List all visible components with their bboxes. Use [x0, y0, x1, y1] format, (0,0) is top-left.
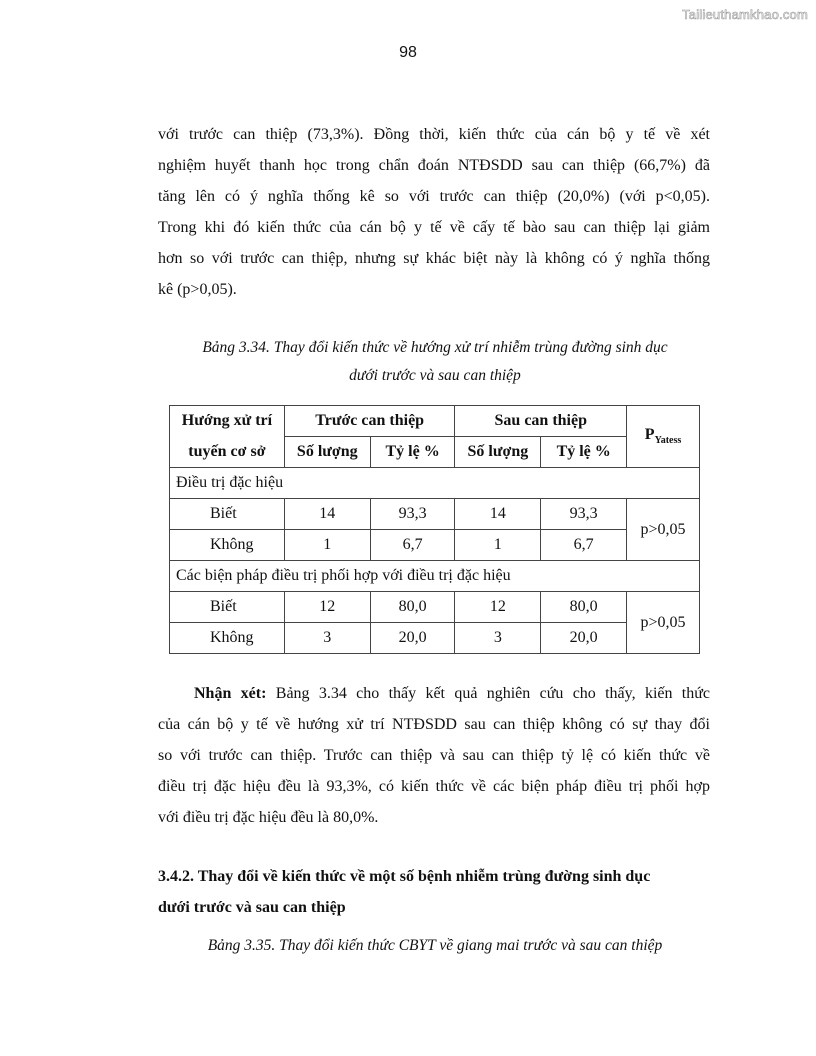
- row-label: Không: [170, 530, 285, 561]
- section-heading-line-1: 3.4.2. Thay đổi về kiến thức về một số bệnh nhiễm trùng đường sinh dục: [158, 868, 651, 885]
- before-pct: 20,0: [370, 623, 455, 654]
- section-combined-treatment: Các biện pháp điều trị phối hợp với điều trị đặc hiệu: [170, 561, 700, 592]
- knowledge-table: [169, 405, 700, 654]
- section-specific-treatment: Điều trị đặc hiệu: [170, 468, 700, 499]
- header-treatment-line-2: tuyến cơ sở: [170, 437, 285, 468]
- after-count: 1: [455, 530, 541, 561]
- header-after-pct: Tỷ lệ %: [541, 437, 627, 468]
- header-before-intervention: Trước can thiệp: [284, 406, 455, 437]
- next-table-caption-line: Bảng 3.35. Thay đổi kiến thức CBYT về giang mai trước và sau can thiệp: [207, 937, 663, 954]
- remark-first-line: [158, 678, 710, 709]
- after-pct: 80,0: [541, 592, 627, 623]
- paragraph-line: nghiệm huyết thanh học trong chẩn đoán NTĐSDD sau can thiệp (66,7%) đã: [158, 157, 710, 174]
- remark-paragraph: [158, 678, 710, 833]
- paragraph-line: với trước can thiệp (73,3%). Đồng thời, kiến thức của cán bộ y tế về xét: [158, 126, 710, 143]
- header-before-count: Số lượng: [284, 437, 370, 468]
- remark-line: điều trị đặc hiệu đều là 93,3%, có kiến thức về các biện pháp điều trị phối hợp: [158, 778, 710, 795]
- before-count: 3: [284, 623, 370, 654]
- table-row: [170, 499, 700, 530]
- header-treatment-line-1: Hướng xử trí: [170, 406, 285, 437]
- table-caption-line-2: dưới trước và sau can thiệp: [349, 367, 521, 384]
- before-pct: 80,0: [370, 592, 455, 623]
- header-p-yates: [627, 406, 700, 468]
- remark-line: so với trước can thiệp. Trước can thiệp và sau can thiệp tỷ lệ có kiến thức về: [158, 747, 710, 764]
- table-caption-line-1: Bảng 3.34. Thay đổi kiến thức về hướng xử trí nhiễm trùng đường sinh dục: [202, 339, 668, 356]
- before-count: 14: [284, 499, 370, 530]
- after-pct: 93,3: [541, 499, 627, 530]
- remark-line: với điều trị đặc hiệu đều là 80,0%.: [158, 809, 379, 826]
- page-number: 98: [399, 44, 417, 61]
- watermark: Tailieuthamkhao.com: [682, 7, 808, 22]
- paragraph-line: tăng lên có ý nghĩa thống kê so với trước can thiệp (20,0%) (với p<0,05).: [158, 188, 710, 205]
- p-label: P: [644, 426, 655, 444]
- before-pct: 6,7: [370, 530, 455, 561]
- table-section-row: [170, 468, 700, 499]
- p-value: p>0,05: [627, 592, 700, 654]
- remark-line: của cán bộ y tế về hướng xử trí NTĐSDD sau can thiệp không có sự thay đổi: [158, 716, 710, 733]
- table-row: [170, 530, 700, 561]
- table-section-row: [170, 561, 700, 592]
- before-count: 1: [284, 530, 370, 561]
- paragraph-line: hơn so với trước can thiệp, nhưng sự khác biệt này là không có ý nghĩa thống: [158, 250, 710, 267]
- after-count: 14: [455, 499, 541, 530]
- table-row: [170, 623, 700, 654]
- remark-first-text: Bảng 3.34 cho thấy kết quả nghiên cứu cho thấy, kiến thức: [275, 685, 711, 702]
- p-label-sub: Yatess: [654, 435, 682, 447]
- header-after-intervention: Sau can thiệp: [455, 406, 627, 437]
- after-pct: 6,7: [541, 530, 627, 561]
- header-after-count: Số lượng: [455, 437, 541, 468]
- row-label: Biết: [170, 592, 285, 623]
- row-label: Biết: [170, 499, 285, 530]
- remark-lead: Nhận xét:: [194, 685, 267, 702]
- p-value: p>0,05: [627, 499, 700, 561]
- table-header-row: [170, 406, 700, 437]
- after-pct: 20,0: [541, 623, 627, 654]
- section-heading: [158, 861, 718, 923]
- paragraph-line: kê (p>0,05).: [158, 281, 237, 298]
- section-heading-line-2: dưới trước và sau can thiệp: [158, 899, 346, 916]
- table-row: [170, 592, 700, 623]
- next-table-caption: [120, 932, 750, 960]
- table-subheader-row: [170, 437, 700, 468]
- after-count: 3: [455, 623, 541, 654]
- paragraph-intro: [158, 119, 710, 305]
- paragraph-line: Trong khi đó kiến thức của cán bộ y tế về cấy tế bào sau can thiệp lại giảm: [158, 219, 710, 236]
- before-pct: 93,3: [370, 499, 455, 530]
- table-caption: [120, 334, 750, 390]
- row-label: Không: [170, 623, 285, 654]
- before-count: 12: [284, 592, 370, 623]
- header-before-pct: Tỷ lệ %: [370, 437, 455, 468]
- after-count: 12: [455, 592, 541, 623]
